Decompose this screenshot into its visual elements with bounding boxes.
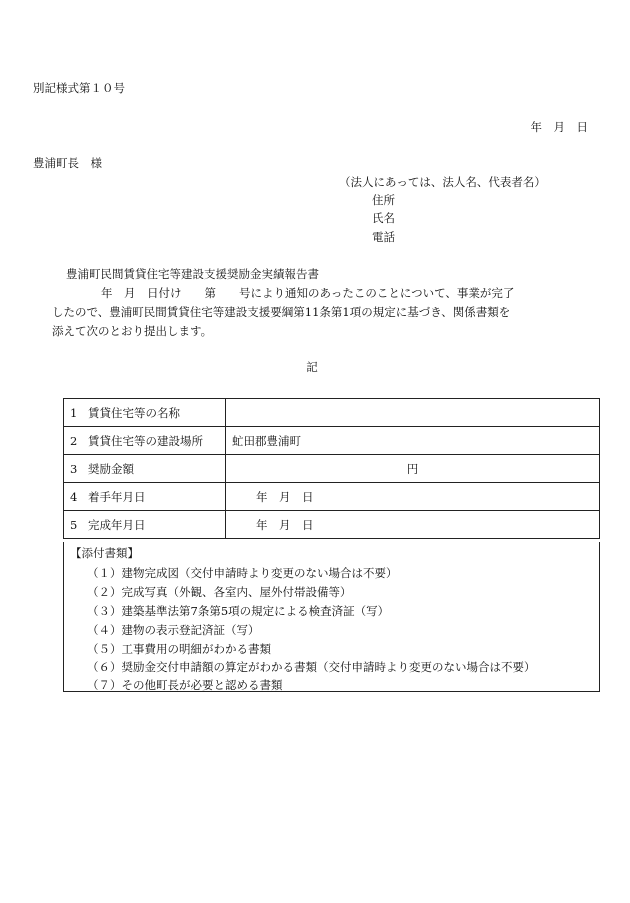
start-date-value[interactable]: 年 月 日 <box>226 483 600 511</box>
table-row <box>64 399 600 427</box>
row-label-cell <box>64 511 226 539</box>
row-number: 5 <box>70 517 78 532</box>
subsidy-amount-value[interactable]: 円 <box>226 455 600 483</box>
row-label: 着手年月日 <box>88 489 146 504</box>
document-title: 豊浦町民間賃貸住宅等建設支援奨励金実績報告書 <box>66 267 319 281</box>
ki-heading: 記 <box>306 360 318 374</box>
attachment-item: （３）建築基準法第7条第5項の規定による検査済証（写） <box>87 604 390 618</box>
row-label-cell <box>64 427 226 455</box>
attachments-box <box>63 542 600 692</box>
row-number: 1 <box>70 405 78 420</box>
property-name-value[interactable] <box>226 399 600 427</box>
row-label-cell <box>64 483 226 511</box>
row-label-cell <box>64 399 226 427</box>
attachment-item: （５）工事費用の明細がわかる書類 <box>87 642 271 656</box>
body-text-line-2: したので、豊浦町民間賃貸住宅等建設支援要綱第11条第1項の規定に基づき、関係書類を <box>52 305 511 319</box>
attachment-item: （７）その他町長が必要と認める書類 <box>87 678 283 692</box>
row-number: 2 <box>70 433 78 448</box>
addressee: 豊浦町長 様 <box>33 156 102 170</box>
table-row <box>64 511 600 539</box>
table-row <box>64 455 600 483</box>
row-number: 4 <box>70 489 78 504</box>
table-row <box>64 483 600 511</box>
applicant-name-label: 氏名 <box>372 211 395 225</box>
applicant-phone-label: 電話 <box>372 230 395 244</box>
row-label-cell <box>64 455 226 483</box>
body-text-line-3: 添えて次のとおり提出します。 <box>52 324 213 338</box>
attachments-heading: 【添付書類】 <box>70 546 139 560</box>
applicant-address-label: 住所 <box>372 193 395 207</box>
row-label: 奨励金額 <box>88 461 134 476</box>
construction-location-value[interactable]: 虻田郡豊浦町 <box>226 427 600 455</box>
table-row <box>64 427 600 455</box>
form-number: 別記様式第１０号 <box>33 81 125 95</box>
attachment-item: （６）奨励金交付申請額の算定がわかる書類（交付申請時より変更のない場合は不要） <box>87 660 536 674</box>
attachment-item: （２）完成写真（外観、各室内、屋外付帯設備等） <box>87 585 352 599</box>
applicant-note: （法人にあっては、法人名、代表者名） <box>339 175 546 189</box>
attachment-item: （１）建物完成図（交付申請時より変更のない場合は不要） <box>87 566 398 580</box>
row-number: 3 <box>70 461 78 476</box>
row-label: 賃貸住宅等の名称 <box>88 405 180 420</box>
completion-date-value[interactable]: 年 月 日 <box>226 511 600 539</box>
detail-table <box>63 398 600 539</box>
row-label: 完成年月日 <box>88 517 146 532</box>
body-text-line-1: 年 月 日付け 第 号により通知のあったこのことについて、事業が完了 <box>101 286 515 300</box>
attachment-item: （４）建物の表示登記済証（写） <box>87 623 260 637</box>
submission-date: 年 月 日 <box>530 120 588 134</box>
row-label: 賃貸住宅等の建設場所 <box>88 433 203 448</box>
